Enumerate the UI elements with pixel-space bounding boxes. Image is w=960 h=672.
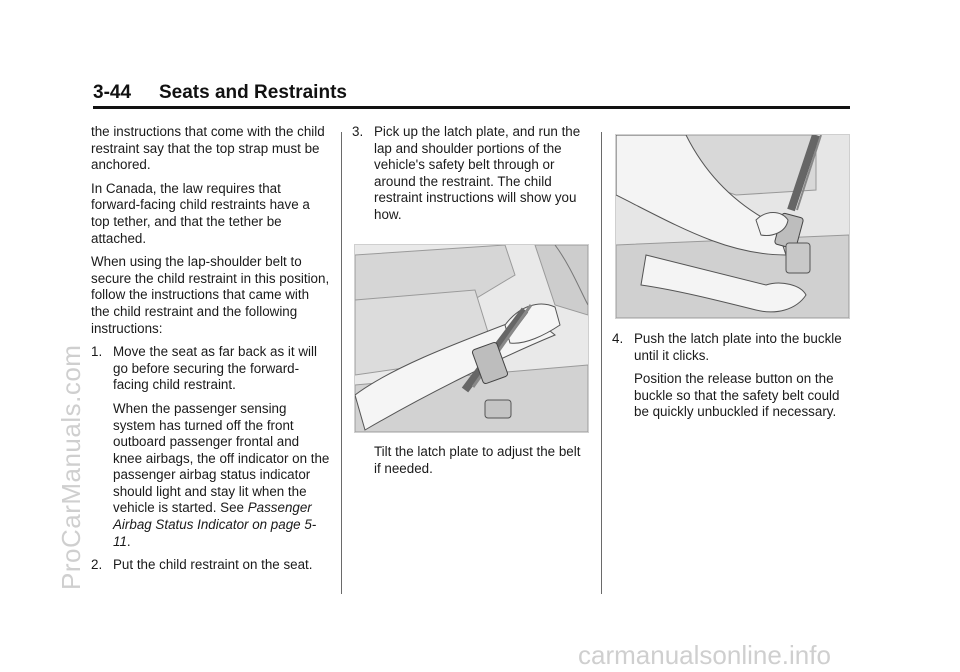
paragraph-top-strap: the instructions that come with the child restraint say that the top strap must be anchored. [91,124,325,173]
airbag-indicator-link[interactable]: Passenger Airbag Status Indicator on page 5-11 [113,500,317,549]
column-2 [352,124,592,231]
step-1-note [91,401,331,550]
step-3-number: 3. [352,124,364,139]
column-1 [91,124,331,581]
step-1-note-end: . [126,533,131,549]
step-3-text: Pick up the latch plate, and run the lap and shoulder portions of the vehicle's safety belt through or around the restraint. The child restraint instructions will show you how. [374,124,581,222]
buckle-drawing [616,135,849,318]
step-1-note-text: When the passenger sensing system has turned off the front outboard passenger frontal and knee airbags, the off indicator on the passenger airbag status indicator should light and stay lit when the vehicle is started. See [113,400,330,516]
latch-plate-drawing [355,245,588,432]
latch-plate-caption: Tilt the latch plate to adjust the belt if needed. [374,444,581,476]
step-4-note: Position the release button on the buckle so that the safety belt could be quickly unbuckled if necessary. [634,371,840,420]
step-1-number: 1. [91,344,103,360]
page-number: 3-44 [93,82,132,103]
section-title: Seats and Restraints [159,82,347,103]
step-4-number: 4. [612,331,624,346]
step-1 [91,344,331,394]
step-1-text: Move the seat as far back as it will go before securing the forward-facing child restraint. [113,344,317,393]
step-4 [612,331,852,364]
column-3 [612,331,852,428]
side-watermark: ProCarManuals.com [56,344,86,590]
paragraph-canada-law: In Canada, the law requires that forward-facing child restraints have a top tether, and that the tether be attached. [91,180,310,246]
step-2-text: Put the child restraint on the seat. [113,557,313,573]
page-header [93,82,850,109]
buckle-illustration [615,134,850,319]
column-divider-2 [601,132,602,594]
step-2 [91,557,331,574]
paragraph-lap-shoulder: When using the lap-shoulder belt to secure the child restraint in this position, follow the instructions that came with the child restraint and the following instructions: [91,254,330,336]
column-divider-1 [341,132,342,594]
step-3 [352,124,592,224]
latch-plate-illustration [354,244,589,433]
bottom-watermark: carmanualsonline.info [578,640,831,670]
step-4-text: Push the latch plate into the buckle until it clicks. [634,331,842,363]
step-2-number: 2. [91,557,103,573]
